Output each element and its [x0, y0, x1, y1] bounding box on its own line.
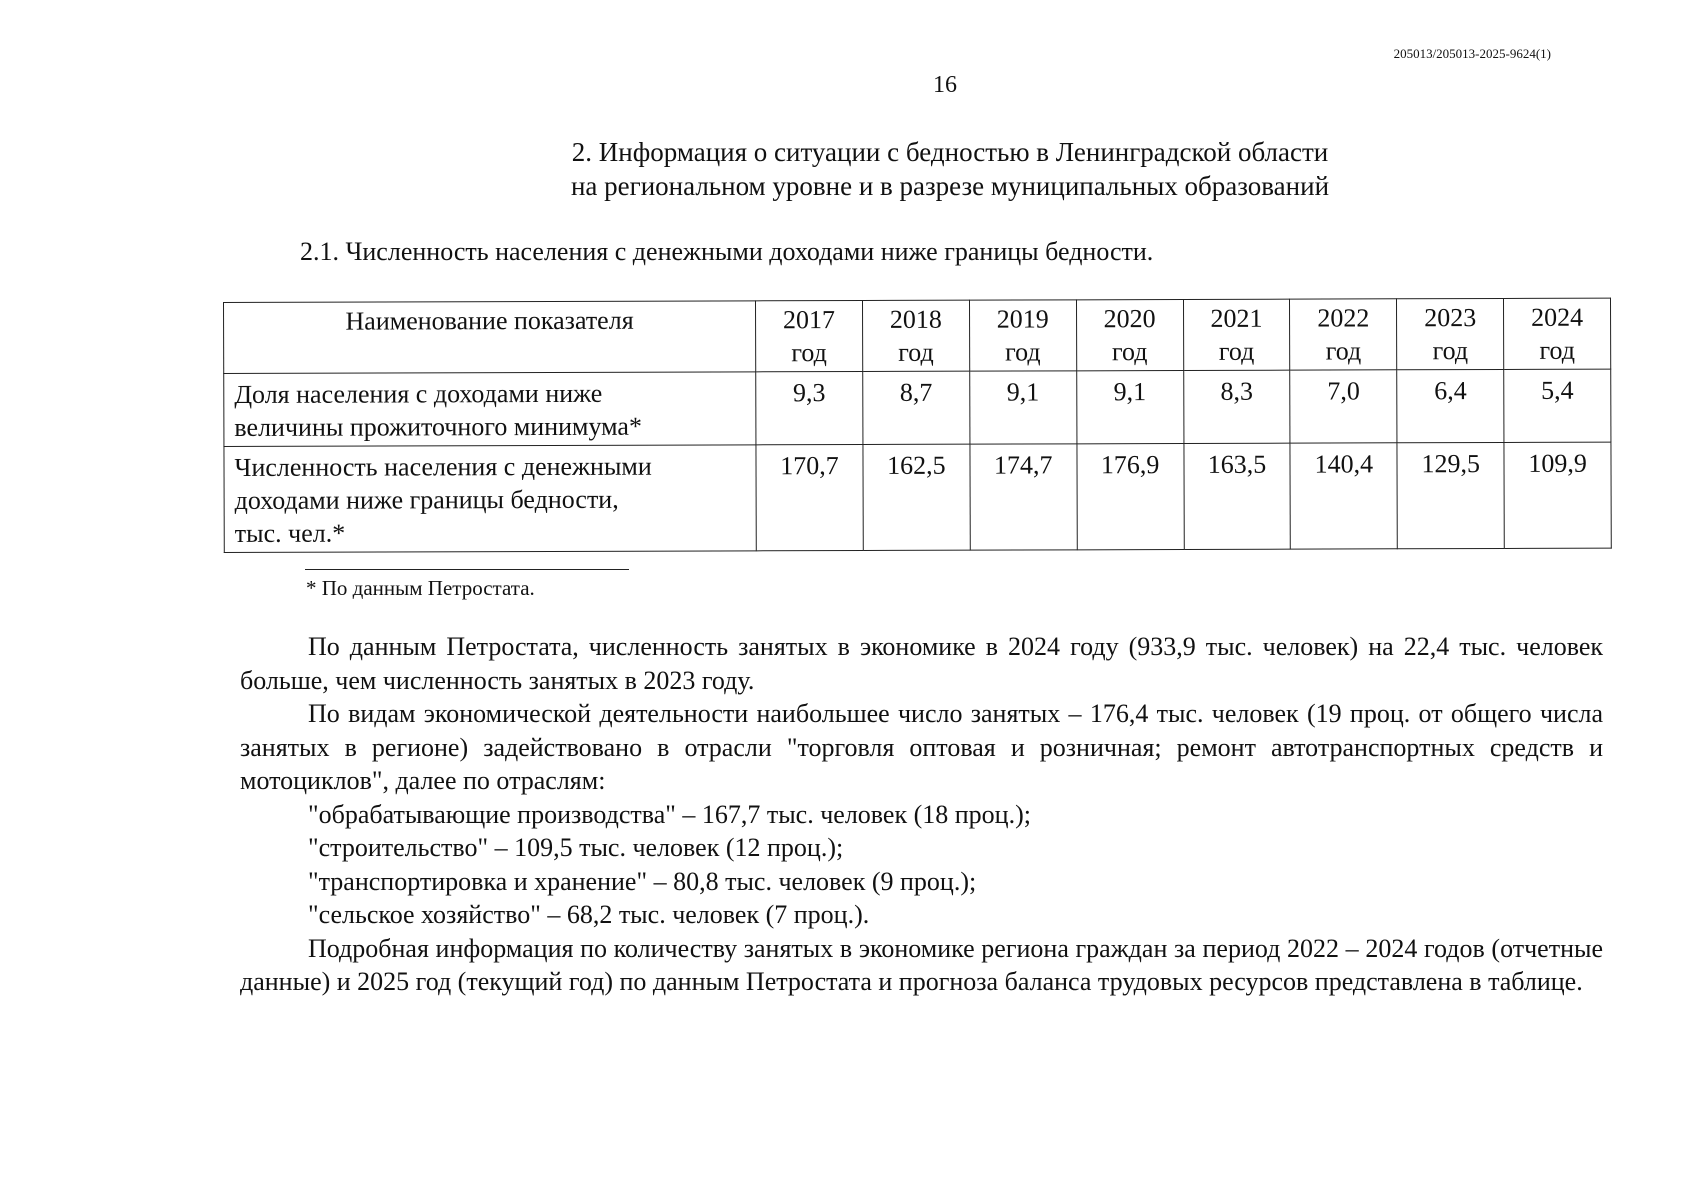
table-cell: 6,4 — [1397, 369, 1504, 442]
body-text — [240, 630, 1603, 999]
section-title-line-2: на региональном уровне и в разрезе муниципальных образований — [570, 171, 1330, 201]
table-cell: 5,4 — [1504, 369, 1611, 442]
header-year: 2019 год — [969, 300, 1076, 371]
table-cell: 174,7 — [970, 444, 1077, 550]
header-year: 2017 год — [755, 300, 862, 371]
table-cell: 140,4 — [1290, 443, 1397, 549]
table-row — [224, 369, 1611, 446]
footnote-divider — [305, 569, 629, 570]
paragraph: Подробная информация по количеству занятых в экономике региона граждан за период 2022 – 2024 годов (отчетные данные) и 2025 год (текущий год) по данным Петростата и прогноза баланса трудовых ресурсов представлена в таблице. — [240, 933, 1603, 996]
table-cell: 9,1 — [969, 371, 1076, 444]
subsection-title: 2.1. Численность населения с денежными доходами ниже границы бедности. — [300, 237, 1154, 266]
table-row — [224, 442, 1611, 552]
header-year: 2022 год — [1290, 299, 1397, 370]
table-cell: 176,9 — [1077, 443, 1184, 549]
table-cell: 170,7 — [756, 444, 863, 550]
header-indicator-name: Наименование показателя — [224, 301, 756, 374]
table-cell: 7,0 — [1290, 370, 1397, 443]
section-title-line-1: 2. Информация о ситуации с бедностью в Ленинградской области — [571, 137, 1329, 167]
list-item: "обрабатывающие производства" – 167,7 тыс. человек (18 проц.); — [308, 799, 1031, 829]
footnote: * По данным Петростата. — [306, 576, 535, 600]
table-cell: 162,5 — [863, 444, 970, 550]
page-number: 16 — [933, 72, 957, 98]
table-cell: 109,9 — [1504, 442, 1611, 548]
table-cell: 9,3 — [756, 371, 863, 444]
header-year: 2024 год — [1504, 298, 1611, 369]
table-cell: 9,1 — [1076, 370, 1183, 443]
list-item: "сельское хозяйство" – 68,2 тыс. человек (7 проц.). — [308, 900, 870, 929]
poverty-table — [223, 298, 1612, 553]
document-id: 205013/205013-2025-9624(1) — [1393, 46, 1551, 61]
paragraph: По данным Петростата, численность занятых в экономике в 2024 году (933,9 тыс. человек) на 22,4 тыс. человек больше, чем численность занятых в 2023 году. — [240, 632, 1603, 695]
header-year: 2021 год — [1183, 299, 1290, 370]
table-cell: 129,5 — [1397, 442, 1504, 548]
header-year: 2020 год — [1076, 299, 1183, 370]
paragraph: По видам экономической деятельности наибольшее число занятых – 176,4 тыс. человек (19 проц. от общего числа занятых в регионе) задействовано в отрасли "торговля оптовая и розничная; ремонт автотранспортных средств и мотоциклов", далее по отраслям: — [240, 699, 1603, 795]
section-title — [560, 135, 1340, 203]
list-item: "строительство" – 109,5 тыс. человек (12 проц.); — [308, 833, 844, 862]
header-year: 2018 год — [862, 300, 969, 371]
table-header-row — [224, 298, 1611, 373]
row-indicator-name: Доля населения с доходами ниже величины прожиточного минимума* — [224, 372, 756, 447]
table-cell: 8,7 — [863, 371, 970, 444]
list-item: "транспортировка и хранение" – 80,8 тыс. человек (9 проц.); — [308, 866, 977, 896]
header-year: 2023 год — [1397, 298, 1504, 369]
table-cell: 163,5 — [1183, 443, 1290, 549]
row-indicator-name: Численность населения с денежными доходами ниже границы бедности, тыс. чел.* — [224, 445, 756, 553]
table-cell: 8,3 — [1183, 370, 1290, 443]
